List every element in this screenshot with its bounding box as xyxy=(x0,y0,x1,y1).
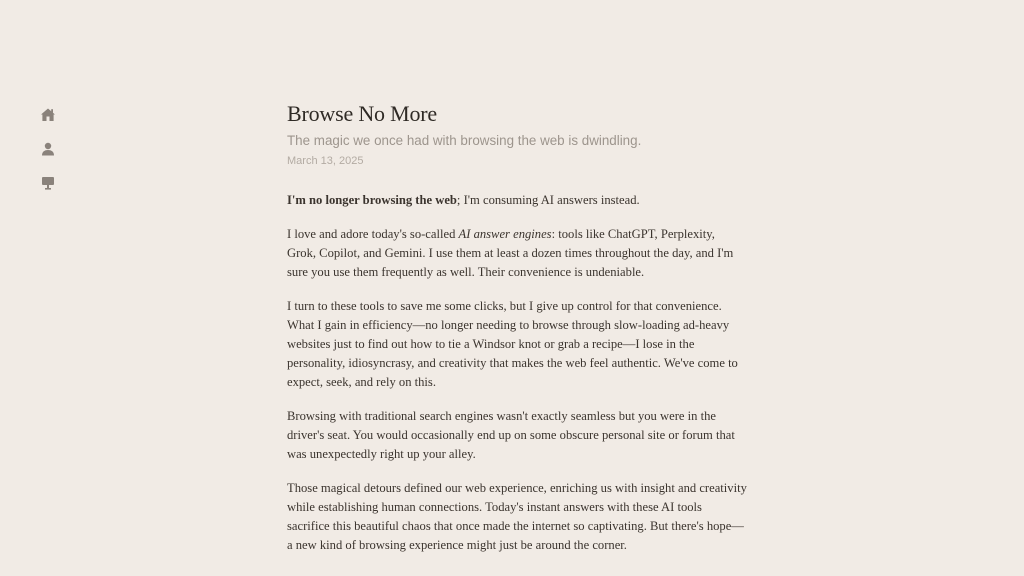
paragraph-2-after: : tools like ChatGPT, Perplexity, Grok, Copilot, and Gemini. I use them at least a dozen times throughout the day, and I'm sure you use them frequently as well. Their convenience is undeniable. xyxy=(287,227,734,279)
paragraph-2 xyxy=(287,225,747,282)
user-icon xyxy=(38,139,58,159)
paragraph-1 xyxy=(287,191,747,210)
paragraph-3: I turn to these tools to save me some clicks, but I give up control for that convenience. What I gain in efficiency—no longer needing to browse through slow-loading ad-heavy websites just to find out how to tie a Windsor knot or grab a recipe—I lose in the personality, idiosyncrasy, and creativity that makes the web feel authentic. We've come to expect, seek, and rely on this. xyxy=(287,299,738,389)
home-icon xyxy=(38,105,58,125)
paragraph-2-italic: AI answer engines xyxy=(458,227,552,241)
side-nav xyxy=(38,105,58,207)
article-body xyxy=(287,191,747,555)
paragraph-1-rest: ; I'm consuming AI answers instead. xyxy=(456,193,640,207)
article xyxy=(287,99,747,570)
paragraph-2-before: I love and adore today's so-called xyxy=(287,227,459,241)
paragraph-4: Browsing with traditional search engines wasn't exactly seamless but you were in the driver's seat. You would occasionally end up on some obscure personal site or forum that was unexpectedly right up your alley. xyxy=(287,409,735,461)
presentation-icon xyxy=(38,173,58,193)
nav-talks-link[interactable] xyxy=(38,173,58,193)
paragraph-1-bold: I'm no longer browsing the web xyxy=(287,193,457,207)
article-subtitle: The magic we once had with browsing the web is dwindling. xyxy=(287,133,642,148)
nav-about-link[interactable] xyxy=(38,139,58,159)
nav-home-link[interactable] xyxy=(38,105,58,125)
paragraph-5: Those magical detours defined our web experience, enriching us with insight and creativity while establishing human connections. Today's instant answers with these AI tools sacrifice this beautiful chaos that once made the internet so captivating. But there's hope—a new kind of browsing experience might just be around the corner. xyxy=(287,481,747,552)
article-date: March 13, 2025 xyxy=(287,155,364,167)
article-title: Browse No More xyxy=(287,101,437,126)
